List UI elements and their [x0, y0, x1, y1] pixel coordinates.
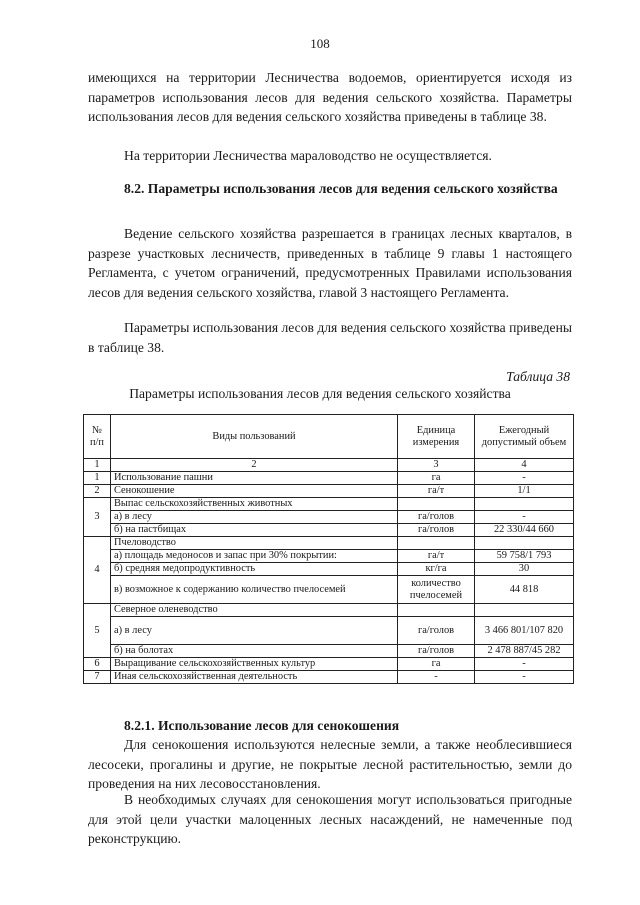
header-number-2: 2 [111, 459, 398, 472]
row-group-title: Пчеловодство [111, 537, 398, 550]
row-unit: га/голов [398, 617, 475, 645]
table-row [84, 537, 574, 550]
table-label: Таблица 38 [506, 369, 570, 384]
row-kind: б) на пастбищах [111, 524, 398, 537]
intro-paragraph-2: На территории Лесничества мараловодство не осуществляется. [124, 148, 492, 163]
row-volume: 1/1 [475, 485, 574, 498]
row-volume: 44 818 [475, 576, 574, 604]
row-volume: 3 466 801/107 820 [475, 617, 574, 645]
table-caption: Параметры использования лесов для ведения сельского хозяйства [129, 386, 511, 401]
header-number-4: 4 [475, 459, 574, 472]
section-8-2-paragraph-2: Параметры использования лесов для ведения сельского хозяйства приведены в таблице 38. [88, 320, 572, 355]
row-unit: га/голов [398, 645, 475, 658]
row-kind: Выращивание сельскохозяйственных культур [111, 658, 398, 671]
page-number: 108 [310, 36, 330, 51]
table-row [84, 485, 574, 498]
row-num: 5 [84, 604, 111, 658]
row-unit: кг/га [398, 563, 475, 576]
row-volume: 59 758/1 793 [475, 550, 574, 563]
row-num: 6 [84, 658, 111, 671]
row-volume: - [475, 658, 574, 671]
row-unit: га [398, 472, 475, 485]
header-unit: Единица измерения [398, 415, 475, 459]
row-num: 4 [84, 537, 111, 604]
row-group-title: Выпас сельскохозяйственных животных [111, 498, 398, 511]
table-header-row [84, 415, 574, 459]
row-unit: га/т [398, 485, 475, 498]
row-volume: 2 478 887/45 282 [475, 645, 574, 658]
row-volume: 22 330/44 660 [475, 524, 574, 537]
intro-paragraph-1: имеющихся на территории Лесничества водоемов, ориентируется исходя из параметров использования лесов для ведения сельского хозяйства. Параметры использования лесов для ведения сельского хозяйства приведены в таблице 38. [88, 70, 572, 124]
table-row [84, 472, 574, 485]
row-kind: Сенокошение [111, 485, 398, 498]
row-unit: га/голов [398, 511, 475, 524]
row-unit: га/голов [398, 524, 475, 537]
section-8-2-paragraph-1: Ведение сельского хозяйства разрешается в границах лесных кварталов, в разрезе участковых лесничеств, приведенных в таблице 9 главы 1 настоящего Регламента, с учетом ограничений, предусмотренных Правилами использования лесов для ведения сельского хозяйства, главой 3 настоящего Регламента. [88, 226, 572, 300]
row-volume: - [475, 511, 574, 524]
row-num: 7 [84, 671, 111, 684]
table-header-numbers-row [84, 459, 574, 472]
row-unit: количество пчелосемей [398, 576, 475, 604]
row-group-title: Северное оленеводство [111, 604, 398, 617]
header-number-3: 3 [398, 459, 475, 472]
row-num: 3 [84, 498, 111, 537]
row-kind: б) средняя медопродуктивность [111, 563, 398, 576]
table-row [84, 524, 574, 537]
section-8-2-1-paragraph-2: В необходимых случаях для сенокошения могут использоваться пригодные для этой цели участки малоценных лесных насаждений, не намеченные под реконструкцию. [88, 792, 572, 846]
table-row [84, 563, 574, 576]
forest-use-table [83, 414, 574, 684]
row-unit: га [398, 658, 475, 671]
table-row [84, 671, 574, 684]
row-unit: - [398, 671, 475, 684]
table-row [84, 604, 574, 617]
table-row [84, 617, 574, 645]
table-row [84, 511, 574, 524]
row-volume: 30 [475, 563, 574, 576]
table-row [84, 576, 574, 604]
row-num: 2 [84, 485, 111, 498]
section-8-2-heading: 8.2. Параметры использования лесов для ведения сельского хозяйства [124, 181, 558, 196]
row-kind: а) в лесу [111, 617, 398, 645]
section-8-2-1-heading: 8.2.1. Использование лесов для сенокошения [124, 718, 400, 733]
header-volume: Ежегодный допустимый объем [475, 415, 574, 459]
row-kind: а) в лесу [111, 511, 398, 524]
row-kind: в) возможное к содержанию количество пчелосемей [111, 576, 398, 604]
table-row [84, 498, 574, 511]
header-kind: Виды пользований [111, 415, 398, 459]
header-number-1: 1 [84, 459, 111, 472]
row-num: 1 [84, 472, 111, 485]
row-unit: га/т [398, 550, 475, 563]
table-row [84, 645, 574, 658]
row-kind: б) на болотах [111, 645, 398, 658]
row-volume: - [475, 472, 574, 485]
table-row [84, 550, 574, 563]
row-volume: - [475, 671, 574, 684]
row-kind: а) площадь медоносов и запас при 30% покрытии: [111, 550, 398, 563]
section-8-2-1-paragraph-1: Для сенокошения используются нелесные земли, а также необлесившиеся лесосеки, прогалины и другие, не покрытые лесной растительностью, земли до проведения на них лесовосстановления. [88, 737, 572, 791]
row-kind: Использование пашни [111, 472, 398, 485]
header-num: № п/п [84, 415, 111, 459]
row-kind: Иная сельскохозяйственная деятельность [111, 671, 398, 684]
table-row [84, 658, 574, 671]
